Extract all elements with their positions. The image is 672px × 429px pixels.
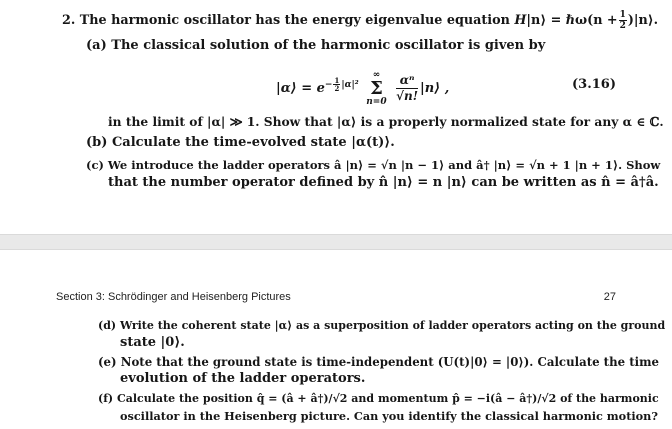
part-a-text: The classical solution of the harmonic oscillator is given by bbox=[111, 38, 546, 53]
part-c-line-1 bbox=[86, 157, 660, 173]
part-f-text-1: Calculate the position q̂ = (â + â†)/√2 and momentum p̂ = −i(â − â†)/√2 of the harmonic bbox=[117, 392, 659, 405]
part-e-label: (e) bbox=[98, 355, 117, 369]
part-e-text-1: Note that the ground state is time-independent (U(t)|0⟩ = |0⟩). Calculate the time bbox=[120, 355, 660, 369]
page-number: 27 bbox=[603, 291, 616, 303]
part-f-text-2: oscillator in the Heisenberg picture. Can you identify the classical harmonic motion? bbox=[120, 409, 658, 423]
part-f-label: (f) bbox=[98, 392, 114, 405]
part-d-label: (d) bbox=[98, 319, 117, 332]
part-c-text-2: that the number operator defined by n̂ |n⟩ = n |n⟩ can be written as n̂ = â†â. bbox=[108, 175, 659, 190]
part-b-line bbox=[86, 135, 395, 151]
part-d-text-1: Write the coherent state |α⟩ as a superposition of ladder operators acting on the ground bbox=[119, 319, 666, 332]
part-a-line bbox=[86, 38, 545, 54]
exponent: − 1 2 |α|² bbox=[324, 76, 359, 93]
running-header bbox=[56, 290, 616, 304]
equation-lhs: |α⟩ = e bbox=[276, 81, 325, 96]
half-fraction: $\frac{1}{2}$ bbox=[619, 10, 626, 31]
part-d-text-2: state |0⟩. bbox=[120, 335, 185, 350]
problem-intro: The harmonic oscillator has the energy eigenvalue equation bbox=[79, 13, 510, 28]
sum-lower-limit: n=0 bbox=[366, 97, 387, 107]
fraction-numerator: αⁿ bbox=[396, 73, 418, 89]
problem-number: 2. bbox=[62, 13, 76, 28]
part-f-line-1 bbox=[98, 391, 659, 407]
hamiltonian-symbol: H bbox=[514, 13, 527, 28]
part-e-line-1 bbox=[98, 354, 659, 370]
part-a-continuation: in the limit of |α| ≫ 1. Show that |α⟩ is a properly normalized state for any α ∈ ℂ. bbox=[108, 114, 664, 129]
equation-rhs: |n⟩ , bbox=[420, 81, 450, 96]
part-c-text-1: We introduce the ladder operators â |n⟩ = √n |n − 1⟩ and â† |n⟩ = √n + 1 |n + 1⟩. Show bbox=[107, 158, 661, 172]
part-e-text-2: evolution of the ladder operators. bbox=[120, 371, 366, 386]
problem-statement bbox=[62, 10, 658, 31]
part-a-label: (a) bbox=[86, 38, 107, 53]
equals-sign: = bbox=[550, 13, 562, 28]
part-b-text: Calculate the time-evolved state |α(t)⟩. bbox=[111, 135, 395, 150]
section-title: Section 3: Schrödinger and Heisenberg Pictures bbox=[56, 291, 291, 303]
ket-n: |n⟩ bbox=[526, 13, 547, 28]
sum-sigma: Σ bbox=[370, 78, 383, 99]
part-b-label: (b) bbox=[86, 135, 108, 150]
coefficient-fraction bbox=[396, 73, 418, 104]
sum-upper-limit: ∞ bbox=[372, 70, 381, 80]
energy-expression-close: )|n⟩. bbox=[627, 13, 659, 28]
coherent-state-equation bbox=[276, 68, 449, 107]
page-separator bbox=[0, 234, 672, 250]
equation-number: (3.16) bbox=[572, 77, 616, 92]
fraction-denominator: √n! bbox=[396, 89, 419, 103]
part-c-label: (c) bbox=[86, 158, 104, 172]
summation bbox=[366, 70, 386, 107]
part-d-line-1 bbox=[98, 318, 665, 334]
energy-expression: ℏω(n + bbox=[565, 13, 618, 28]
